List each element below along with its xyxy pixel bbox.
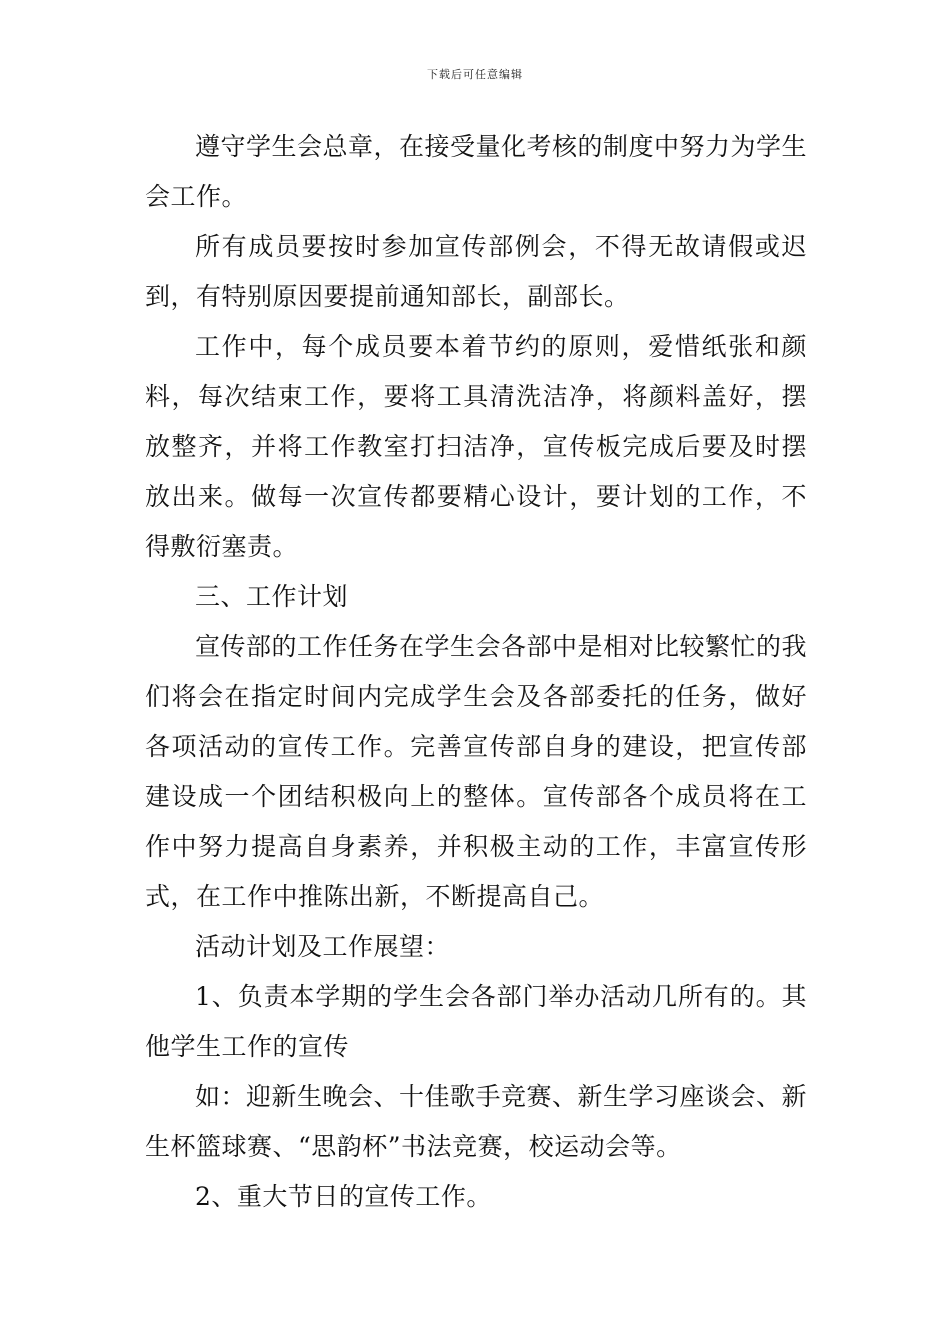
- paragraph-work-tasks: 宣传部的工作任务在学生会各部中是相对比较繁忙的我们将会在指定时间内完成学生会及各部委托的任务，做好各项活动的宣传工作。完善宣传部自身的建设，把宣传部建设成一个团结积极向上的整体。宣传部各个成员将在工作中努力提高自身素养，并积极主动的工作，丰富宣传形式，在工作中推陈出新，不断提高自己。: [145, 632, 808, 911]
- page-header: 下载后可任意编辑: [427, 68, 523, 81]
- list-item-1: 1、负责本学期的学生会各部门举办活动几所有的。其他学生工作的宣传: [145, 982, 807, 1061]
- section-heading-work-plan: 三、工作计划: [195, 582, 349, 611]
- list-item-2: 2、重大节日的宣传工作。: [195, 1182, 492, 1211]
- paragraph-examples: 如：迎新生晚会、十佳歌手竞赛、新生学习座谈会、新生杯篮球赛、“思韵杯”书法竞赛，校运动会等。: [145, 1082, 808, 1161]
- paragraph-rules-charter: 遵守学生会总章，在接受量化考核的制度中努力为学生会工作。: [145, 132, 808, 211]
- document-body: [145, 122, 807, 1222]
- paragraph-meetings: 所有成员要按时参加宣传部例会，不得无故请假或迟到，有特别原因要提前通知部长，副部长。: [145, 232, 807, 311]
- paragraph-activity-plan-heading: 活动计划及工作展望：: [195, 932, 451, 961]
- paragraph-work-conduct: 工作中，每个成员要本着节约的原则，爱惜纸张和颜料，每次结束工作，要将工具清洗洁净，将颜料盖好，摆放整齐，并将工作教室打扫洁净，宣传板完成后要及时摆放出来。做每一次宣传都要精心设计，要计划的工作，不得敷衍塞责。: [145, 332, 807, 561]
